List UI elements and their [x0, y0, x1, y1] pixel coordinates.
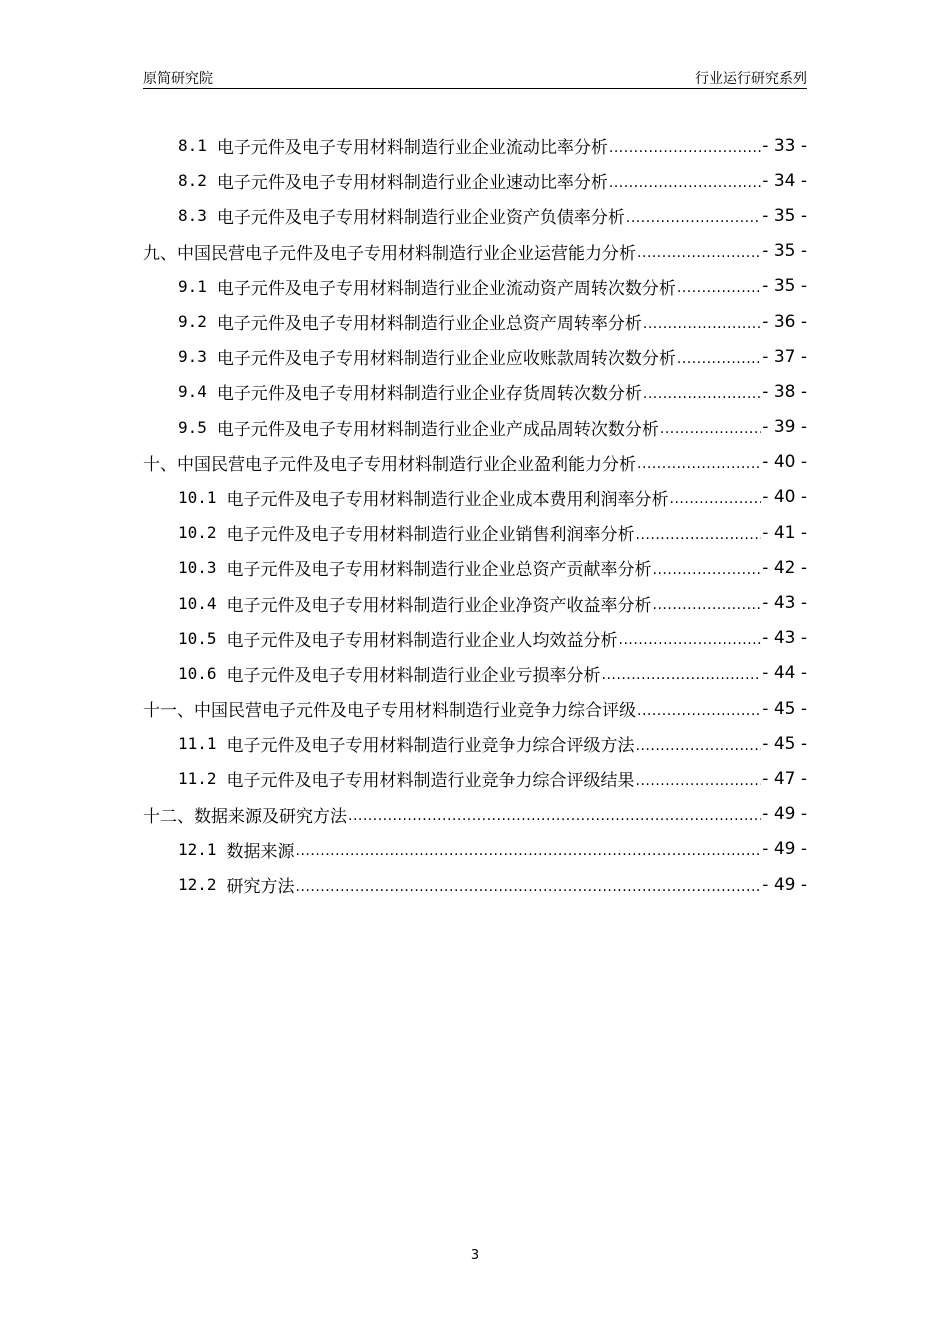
toc-entry[interactable]: [143, 374, 807, 409]
toc-entry-title: 十、中国民营电子元件及电子专用材料制造行业企业盈利能力分析: [143, 454, 636, 475]
toc-leader-dots: [348, 808, 761, 824]
toc-entry-number: 10.1: [178, 487, 217, 507]
toc-entry[interactable]: [143, 198, 807, 233]
toc-leader-dots: [643, 316, 761, 332]
toc-entry-title: 十二、数据来源及研究方法: [143, 806, 347, 827]
header-series-name: 行业运行研究系列: [695, 71, 807, 87]
toc-entry[interactable]: [143, 761, 807, 796]
toc-entry[interactable]: [143, 797, 807, 832]
toc-entry-page: - 49 -: [762, 839, 807, 860]
toc-leader-dots: [643, 386, 761, 402]
toc-leader-dots: [677, 351, 761, 367]
toc-leader-dots: [296, 879, 762, 895]
toc-entry-page: - 42 -: [762, 557, 807, 578]
page-number: 3: [470, 1248, 480, 1263]
toc-leader-dots: [653, 562, 762, 578]
toc-entry-title: 十一、中国民营电子元件及电子专用材料制造行业竞争力综合评级: [143, 701, 636, 722]
toc-entry[interactable]: [143, 339, 807, 374]
toc-entry[interactable]: [143, 621, 807, 656]
toc-entry-number: 12.2: [178, 875, 217, 895]
toc-leader-dots: [609, 175, 761, 191]
toc-entry-number: 12.1: [178, 839, 217, 859]
toc-entry-number: 9.4: [178, 382, 207, 402]
toc-entry-number: 11.2: [178, 769, 217, 789]
toc-entry[interactable]: [143, 445, 807, 480]
table-of-contents: [143, 128, 807, 902]
toc-leader-dots: [609, 140, 761, 156]
page-header: [143, 66, 807, 89]
toc-entry-page: - 40 -: [762, 452, 807, 473]
toc-entry-number: 8.1: [178, 136, 207, 156]
toc-entry-page: - 36 -: [762, 311, 807, 332]
toc-entry-number: 10.5: [178, 628, 217, 648]
toc-entry-title: 电子元件及电子专用材料制造行业企业资产负债率分析: [216, 208, 625, 229]
toc-entry-number: 10.4: [178, 593, 217, 613]
toc-leader-dots: [296, 843, 762, 859]
toc-leader-dots: [636, 527, 762, 543]
toc-entry[interactable]: [143, 480, 807, 515]
toc-entry-number: 10.2: [178, 523, 217, 543]
toc-entry-title: 电子元件及电子专用材料制造行业企业亏损率分析: [226, 665, 601, 686]
toc-entry-page: - 41 -: [762, 522, 807, 543]
toc-entry-number: 10.6: [178, 663, 217, 683]
toc-entry-title: 电子元件及电子专用材料制造行业企业总资产贡献率分析: [226, 560, 652, 581]
toc-entry-title: 电子元件及电子专用材料制造行业企业应收账款周转次数分析: [216, 349, 676, 370]
toc-entry-title: 电子元件及电子专用材料制造行业企业总资产周转率分析: [216, 314, 642, 335]
toc-entry-page: - 33 -: [762, 135, 807, 156]
toc-leader-dots: [636, 773, 762, 789]
toc-entry[interactable]: [143, 550, 807, 585]
toc-entry-page: - 39 -: [762, 417, 807, 438]
toc-leader-dots: [602, 667, 762, 683]
toc-entry-title: 电子元件及电子专用材料制造行业企业成本费用利润率分析: [226, 489, 669, 510]
toc-entry[interactable]: [143, 691, 807, 726]
toc-entry-title: 电子元件及电子专用材料制造行业企业人均效益分析: [226, 630, 618, 651]
toc-entry-number: 10.3: [178, 558, 217, 578]
toc-entry-title: 电子元件及电子专用材料制造行业企业产成品周转次数分析: [216, 419, 659, 440]
toc-entry-number: 9.3: [178, 347, 207, 367]
toc-entry[interactable]: [143, 585, 807, 620]
toc-entry[interactable]: [143, 163, 807, 198]
toc-entry-title: 电子元件及电子专用材料制造行业竞争力综合评级结果: [226, 771, 635, 792]
toc-entry[interactable]: [143, 234, 807, 269]
toc-entry-page: - 45 -: [762, 733, 807, 754]
toc-entry-page: - 49 -: [762, 804, 807, 825]
header-org-name: 原简研究院: [143, 71, 213, 87]
toc-entry-page: - 40 -: [762, 487, 807, 508]
toc-leader-dots: [653, 597, 762, 613]
toc-leader-dots: [670, 491, 762, 507]
toc-entry-number: 11.1: [178, 734, 217, 754]
toc-leader-dots: [637, 456, 761, 472]
toc-entry-page: - 45 -: [762, 698, 807, 719]
toc-entry-page: - 35 -: [762, 241, 807, 262]
toc-entry-title: 电子元件及电子专用材料制造行业竞争力综合评级方法: [226, 736, 635, 757]
toc-entry-page: - 44 -: [762, 663, 807, 684]
toc-entry-page: - 49 -: [762, 874, 807, 895]
toc-leader-dots: [619, 632, 762, 648]
toc-entry-title: 研究方法: [226, 877, 295, 898]
toc-entry-page: - 35 -: [762, 205, 807, 226]
toc-entry-page: - 37 -: [762, 346, 807, 367]
toc-entry-page: - 43 -: [762, 593, 807, 614]
toc-entry-title: 电子元件及电子专用材料制造行业企业流动比率分析: [216, 138, 608, 159]
toc-entry[interactable]: [143, 656, 807, 691]
toc-entry-title: 电子元件及电子专用材料制造行业企业净资产收益率分析: [226, 595, 652, 616]
toc-entry-title: 电子元件及电子专用材料制造行业企业速动比率分析: [216, 173, 608, 194]
toc-leader-dots: [637, 245, 761, 261]
toc-entry[interactable]: [143, 410, 807, 445]
toc-entry[interactable]: [143, 867, 807, 902]
toc-entry[interactable]: [143, 128, 807, 163]
toc-leader-dots: [626, 210, 761, 226]
toc-entry-page: - 38 -: [762, 381, 807, 402]
toc-entry-number: 9.5: [178, 417, 207, 437]
toc-entry[interactable]: [143, 515, 807, 550]
toc-entry-number: 9.2: [178, 312, 207, 332]
toc-entry-number: 8.2: [178, 171, 207, 191]
toc-entry-page: - 34 -: [762, 170, 807, 191]
toc-entry-page: - 43 -: [762, 628, 807, 649]
toc-leader-dots: [637, 703, 761, 719]
toc-entry-number: 8.3: [178, 206, 207, 226]
toc-entry-page: - 35 -: [762, 276, 807, 297]
toc-entry-title: 数据来源: [226, 841, 295, 862]
toc-entry-number: 9.1: [178, 276, 207, 296]
toc-entry-page: - 47 -: [762, 768, 807, 789]
toc-entry[interactable]: [143, 726, 807, 761]
toc-entry-title: 九、中国民营电子元件及电子专用材料制造行业企业运营能力分析: [143, 243, 636, 264]
toc-entry[interactable]: [143, 832, 807, 867]
toc-leader-dots: [677, 280, 761, 296]
toc-leader-dots: [636, 738, 762, 754]
toc-leader-dots: [660, 421, 761, 437]
toc-entry-title: 电子元件及电子专用材料制造行业企业流动资产周转次数分析: [216, 278, 676, 299]
toc-entry[interactable]: [143, 269, 807, 304]
toc-entry[interactable]: [143, 304, 807, 339]
toc-entry-title: 电子元件及电子专用材料制造行业企业销售利润率分析: [226, 525, 635, 546]
toc-entry-title: 电子元件及电子专用材料制造行业企业存货周转次数分析: [216, 384, 642, 405]
